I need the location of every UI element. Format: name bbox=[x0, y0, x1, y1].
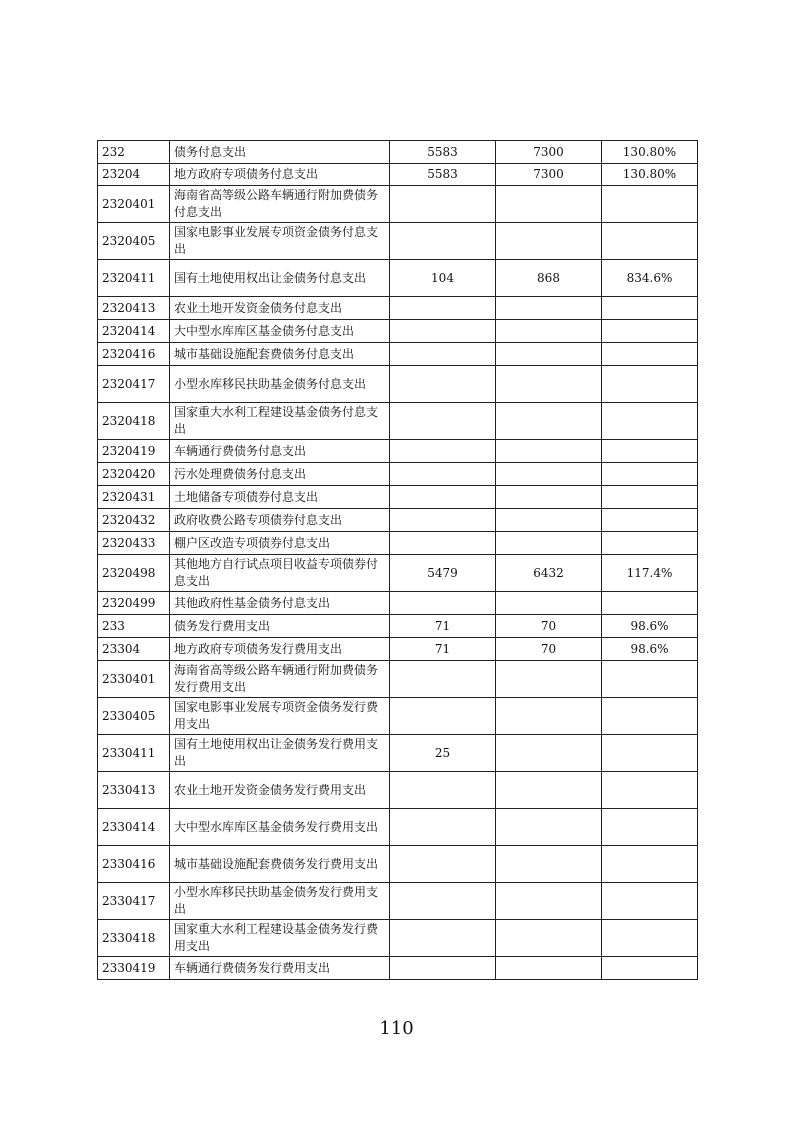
table-row bbox=[98, 532, 698, 555]
row-percent: 117.4% bbox=[602, 555, 698, 592]
row-value-2022 bbox=[496, 320, 602, 343]
table-row bbox=[98, 883, 698, 920]
table-row bbox=[98, 320, 698, 343]
row-value-2022: 6432 bbox=[496, 555, 602, 592]
row-percent bbox=[602, 592, 698, 615]
row-name: 农业土地开发资金债务发行费用支出 bbox=[170, 772, 390, 809]
row-name: 国家电影事业发展专项资金债务付息支出 bbox=[170, 223, 390, 260]
row-name: 国家重大水利工程建设基金债务发行费用支出 bbox=[170, 920, 390, 957]
row-percent bbox=[602, 297, 698, 320]
table-row bbox=[98, 186, 698, 223]
row-percent bbox=[602, 509, 698, 532]
row-value-2021 bbox=[390, 223, 496, 260]
row-code: 2320405 bbox=[98, 223, 170, 260]
table-row bbox=[98, 486, 698, 509]
row-value-2022 bbox=[496, 186, 602, 223]
row-code: 2320419 bbox=[98, 440, 170, 463]
row-percent: 130.80% bbox=[602, 141, 698, 164]
row-code: 2320499 bbox=[98, 592, 170, 615]
row-name: 政府收费公路专项债券付息支出 bbox=[170, 509, 390, 532]
table-row bbox=[98, 592, 698, 615]
row-name: 车辆通行费债务付息支出 bbox=[170, 440, 390, 463]
row-value-2022 bbox=[496, 223, 602, 260]
row-value-2021: 5583 bbox=[390, 141, 496, 164]
table-body bbox=[98, 141, 698, 980]
table-row bbox=[98, 366, 698, 403]
row-code: 2320433 bbox=[98, 532, 170, 555]
table-row bbox=[98, 463, 698, 486]
row-percent: 98.6% bbox=[602, 638, 698, 661]
row-value-2021 bbox=[390, 366, 496, 403]
row-value-2021 bbox=[390, 957, 496, 980]
table-row bbox=[98, 698, 698, 735]
row-value-2021 bbox=[390, 661, 496, 698]
row-value-2022 bbox=[496, 698, 602, 735]
row-percent bbox=[602, 320, 698, 343]
row-value-2021: 5583 bbox=[390, 164, 496, 186]
row-value-2022 bbox=[496, 532, 602, 555]
row-percent: 98.6% bbox=[602, 615, 698, 638]
table-row bbox=[98, 164, 698, 186]
row-value-2022 bbox=[496, 772, 602, 809]
row-value-2021 bbox=[390, 920, 496, 957]
row-code: 2320401 bbox=[98, 186, 170, 223]
row-value-2021 bbox=[390, 809, 496, 846]
table-row bbox=[98, 638, 698, 661]
row-code: 2320416 bbox=[98, 343, 170, 366]
row-value-2022: 7300 bbox=[496, 164, 602, 186]
row-value-2021 bbox=[390, 320, 496, 343]
row-name: 城市基础设施配套费债务发行费用支出 bbox=[170, 846, 390, 883]
table-row bbox=[98, 735, 698, 772]
row-percent bbox=[602, 343, 698, 366]
expenditure-table bbox=[97, 140, 698, 980]
row-code: 2330416 bbox=[98, 846, 170, 883]
row-percent bbox=[602, 532, 698, 555]
row-code: 23204 bbox=[98, 164, 170, 186]
row-percent bbox=[602, 920, 698, 957]
row-name: 债务发行费用支出 bbox=[170, 615, 390, 638]
row-value-2022 bbox=[496, 486, 602, 509]
row-value-2021: 5479 bbox=[390, 555, 496, 592]
row-code: 2330411 bbox=[98, 735, 170, 772]
row-name: 债务付息支出 bbox=[170, 141, 390, 164]
row-value-2021: 71 bbox=[390, 638, 496, 661]
row-value-2022: 70 bbox=[496, 638, 602, 661]
row-name: 其他政府性基金债务付息支出 bbox=[170, 592, 390, 615]
table-row bbox=[98, 403, 698, 440]
row-percent bbox=[602, 698, 698, 735]
table-row bbox=[98, 772, 698, 809]
row-value-2022 bbox=[496, 883, 602, 920]
table-row bbox=[98, 661, 698, 698]
row-value-2022: 7300 bbox=[496, 141, 602, 164]
row-name: 国家重大水利工程建设基金债务付息支出 bbox=[170, 403, 390, 440]
row-code: 23304 bbox=[98, 638, 170, 661]
row-percent bbox=[602, 883, 698, 920]
row-name: 地方政府专项债务发行费用支出 bbox=[170, 638, 390, 661]
row-name: 土地储备专项债券付息支出 bbox=[170, 486, 390, 509]
row-code: 233 bbox=[98, 615, 170, 638]
row-percent bbox=[602, 440, 698, 463]
row-value-2021 bbox=[390, 883, 496, 920]
table-row bbox=[98, 343, 698, 366]
row-value-2022 bbox=[496, 297, 602, 320]
row-value-2022 bbox=[496, 846, 602, 883]
row-value-2021 bbox=[390, 592, 496, 615]
row-percent bbox=[602, 223, 698, 260]
row-value-2021 bbox=[390, 532, 496, 555]
row-percent: 130.80% bbox=[602, 164, 698, 186]
row-percent bbox=[602, 661, 698, 698]
row-percent bbox=[602, 486, 698, 509]
row-code: 2330417 bbox=[98, 883, 170, 920]
row-code: 2330401 bbox=[98, 661, 170, 698]
row-name: 大中型水库库区基金债务发行费用支出 bbox=[170, 809, 390, 846]
row-percent bbox=[602, 846, 698, 883]
row-value-2022 bbox=[496, 661, 602, 698]
row-value-2021: 104 bbox=[390, 260, 496, 297]
row-value-2021: 71 bbox=[390, 615, 496, 638]
row-percent bbox=[602, 772, 698, 809]
row-code: 2330419 bbox=[98, 957, 170, 980]
row-value-2021: 25 bbox=[390, 735, 496, 772]
row-name: 海南省高等级公路车辆通行附加费债务付息支出 bbox=[170, 186, 390, 223]
row-value-2022 bbox=[496, 509, 602, 532]
table-row bbox=[98, 440, 698, 463]
row-name: 国家电影事业发展专项资金债务发行费用支出 bbox=[170, 698, 390, 735]
row-code: 2330418 bbox=[98, 920, 170, 957]
row-name: 国有土地使用权出让金债务付息支出 bbox=[170, 260, 390, 297]
row-value-2022 bbox=[496, 440, 602, 463]
row-name: 农业土地开发资金债务付息支出 bbox=[170, 297, 390, 320]
row-code: 2320432 bbox=[98, 509, 170, 532]
row-name: 小型水库移民扶助基金债务付息支出 bbox=[170, 366, 390, 403]
row-name: 地方政府专项债务付息支出 bbox=[170, 164, 390, 186]
row-name: 污水处理费债务付息支出 bbox=[170, 463, 390, 486]
row-code: 2320431 bbox=[98, 486, 170, 509]
row-code: 2320498 bbox=[98, 555, 170, 592]
row-value-2022 bbox=[496, 366, 602, 403]
row-percent bbox=[602, 735, 698, 772]
row-code: 2330413 bbox=[98, 772, 170, 809]
row-percent bbox=[602, 463, 698, 486]
table-row bbox=[98, 920, 698, 957]
row-value-2021 bbox=[390, 440, 496, 463]
row-name: 国有土地使用权出让金债务发行费用支出 bbox=[170, 735, 390, 772]
table-row bbox=[98, 297, 698, 320]
row-value-2022 bbox=[496, 403, 602, 440]
row-value-2022 bbox=[496, 735, 602, 772]
row-percent bbox=[602, 186, 698, 223]
table-row bbox=[98, 555, 698, 592]
row-name: 车辆通行费债务发行费用支出 bbox=[170, 957, 390, 980]
row-code: 2320417 bbox=[98, 366, 170, 403]
row-value-2022 bbox=[496, 463, 602, 486]
row-code: 2330414 bbox=[98, 809, 170, 846]
row-value-2021 bbox=[390, 486, 496, 509]
row-value-2022: 868 bbox=[496, 260, 602, 297]
table-row bbox=[98, 615, 698, 638]
row-name: 大中型水库库区基金债务付息支出 bbox=[170, 320, 390, 343]
table-row bbox=[98, 957, 698, 980]
row-name: 海南省高等级公路车辆通行附加费债务发行费用支出 bbox=[170, 661, 390, 698]
row-value-2021 bbox=[390, 186, 496, 223]
row-code: 232 bbox=[98, 141, 170, 164]
row-name: 小型水库移民扶助基金债务发行费用支出 bbox=[170, 883, 390, 920]
row-value-2022: 70 bbox=[496, 615, 602, 638]
table-row bbox=[98, 141, 698, 164]
row-code: 2320413 bbox=[98, 297, 170, 320]
row-percent bbox=[602, 403, 698, 440]
row-code: 2320420 bbox=[98, 463, 170, 486]
row-percent bbox=[602, 809, 698, 846]
row-code: 2320414 bbox=[98, 320, 170, 343]
row-value-2022 bbox=[496, 343, 602, 366]
table-row bbox=[98, 223, 698, 260]
row-code: 2320411 bbox=[98, 260, 170, 297]
row-name: 城市基础设施配套费债务付息支出 bbox=[170, 343, 390, 366]
row-value-2021 bbox=[390, 772, 496, 809]
row-percent: 834.6% bbox=[602, 260, 698, 297]
table-row bbox=[98, 846, 698, 883]
row-name: 其他地方自行试点项目收益专项债券付息支出 bbox=[170, 555, 390, 592]
row-value-2021 bbox=[390, 297, 496, 320]
row-value-2021 bbox=[390, 846, 496, 883]
row-value-2021 bbox=[390, 463, 496, 486]
table-row bbox=[98, 260, 698, 297]
row-value-2021 bbox=[390, 343, 496, 366]
row-name: 棚户区改造专项债券付息支出 bbox=[170, 532, 390, 555]
row-value-2021 bbox=[390, 698, 496, 735]
row-percent bbox=[602, 366, 698, 403]
row-value-2022 bbox=[496, 809, 602, 846]
row-code: 2330405 bbox=[98, 698, 170, 735]
row-value-2022 bbox=[496, 920, 602, 957]
row-value-2022 bbox=[496, 592, 602, 615]
row-percent bbox=[602, 957, 698, 980]
row-code: 2320418 bbox=[98, 403, 170, 440]
row-value-2022 bbox=[496, 957, 602, 980]
table-row bbox=[98, 809, 698, 846]
page-number: 110 bbox=[379, 1018, 414, 1039]
row-value-2021 bbox=[390, 403, 496, 440]
table-row bbox=[98, 509, 698, 532]
row-value-2021 bbox=[390, 509, 496, 532]
